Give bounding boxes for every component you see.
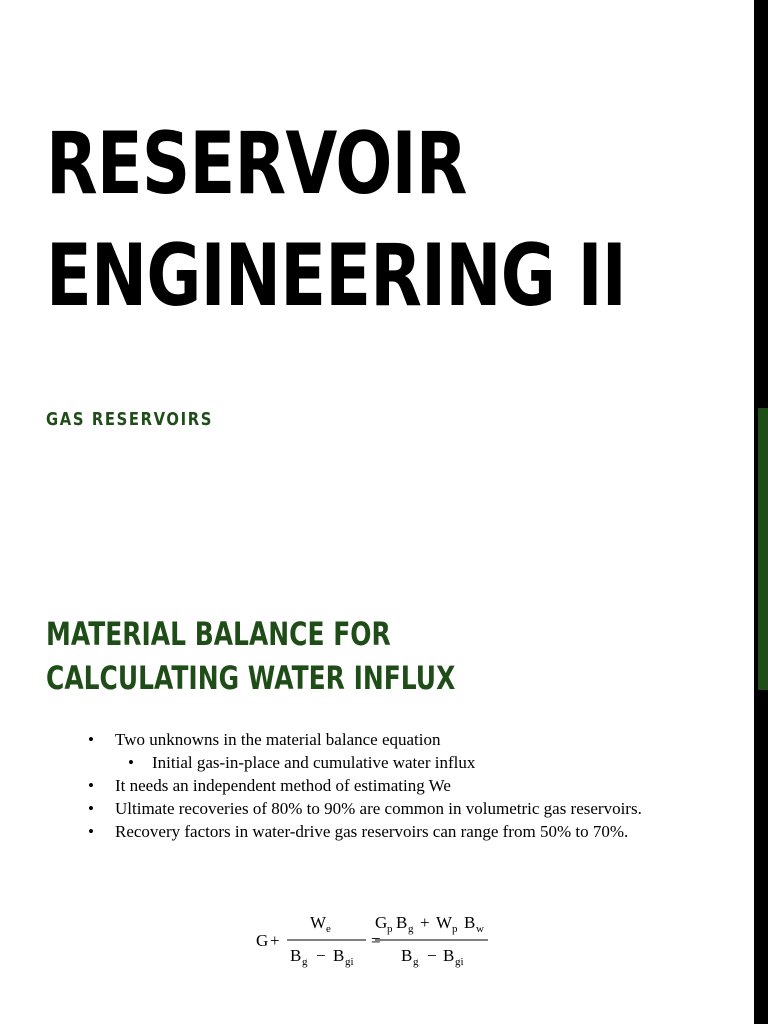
title-line-2: ENGINEERING II (46, 226, 626, 326)
eq-rhs-den-sub2: gi (455, 956, 464, 968)
eq-rhs-w-sub: p (452, 923, 458, 935)
eq-lhs-num-w: W (310, 913, 327, 932)
eq-lhs-num-sub: e (326, 923, 331, 935)
eq-rhs-den-b1: B (401, 946, 413, 965)
eq-rhs-den-b2: B (443, 946, 455, 965)
bullet-item: • Ultimate recoveries of 80% to 90% are common in volumetric gas reservoirs. (88, 797, 668, 820)
material-balance-equation (230, 905, 530, 975)
eq-rhs-g: G (375, 913, 388, 932)
eq-lhs-den-b2: B (333, 946, 345, 965)
eq-rhs-b1: B (396, 913, 408, 932)
eq-rhs-den-sub1: g (413, 956, 419, 968)
section-heading-line-2: CALCULATING WATER INFLUX (46, 659, 456, 697)
section-heading (46, 612, 455, 700)
eq-rhs-b1-sub: g (408, 923, 414, 935)
eq-rhs-w: W (436, 913, 453, 932)
eq-plus-1: + (270, 931, 280, 950)
eq-plus-2: + (420, 913, 430, 932)
eq-rhs-b2: B (464, 913, 476, 932)
sub-bullet-item: • Initial gas-in-place and cumulative water influx (128, 751, 668, 774)
eq-lhs-den-minus: − (316, 946, 326, 965)
eq-lhs-den-b1: B (290, 946, 302, 965)
eq-rhs-g-sub: p (387, 923, 393, 935)
eq-equals: = (371, 931, 381, 950)
right-edge-accent (758, 408, 768, 690)
eq-rhs-den-minus: − (427, 946, 437, 965)
bullet-item: • Recovery factors in water-drive gas reservoirs can range from 50% to 70%. (88, 820, 668, 843)
slide-title (46, 108, 626, 332)
eq-rhs-b2-sub: w (476, 923, 484, 935)
section-heading-line-1: MATERIAL BALANCE FOR (46, 615, 391, 653)
bullet-item: • Two unknowns in the material balance equation (88, 728, 668, 751)
eq-lhs-g: G (256, 931, 269, 950)
eq-lhs-den-sub2: gi (345, 956, 354, 968)
bullet-item: • It needs an independent method of estimating We (88, 774, 668, 797)
title-line-1: RESERVOIR (46, 114, 467, 214)
eq-lhs-den-sub1: g (302, 956, 308, 968)
bullet-list (88, 728, 668, 843)
slide-subtitle: GAS RESERVOIRS (46, 409, 213, 430)
